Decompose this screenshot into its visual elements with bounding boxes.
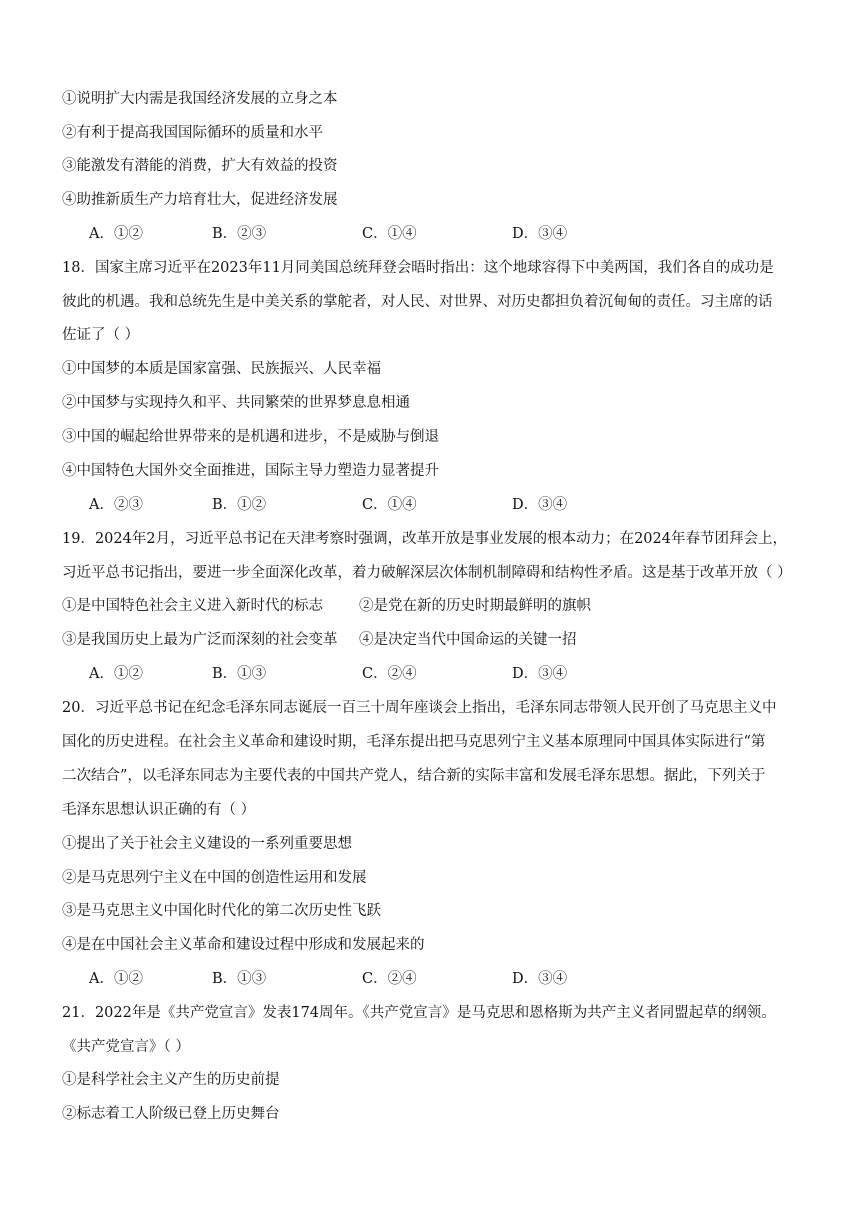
q18-stem-line-2: 彼此的机遇。我和总统先生是中美关系的掌舵者，对人民、对世界、对历史都担负着沉甸甸的责任。习主席的话 [62, 294, 773, 310]
q17-item-2: ②有利于提高我国国际循环的质量和水平 [62, 125, 323, 141]
q18-option-b[interactable]: B．①② [212, 497, 267, 513]
q20-option-c[interactable]: C．②④ [362, 971, 417, 987]
q21-stem-line-2: 《共产党宣言》（ ） [62, 1039, 190, 1055]
q19-option-c[interactable]: C．②④ [362, 666, 417, 682]
q20-item-4: ④是在中国社会主义革命和建设过程中形成和发展起来的 [62, 937, 425, 953]
q17-option-d[interactable]: D．③④ [512, 226, 568, 242]
q19-option-a[interactable]: A．①② [89, 666, 143, 682]
q17-option-a[interactable]: A．①② [89, 226, 143, 242]
q18-item-3: ③中国的崛起给世界带来的是机遇和进步，不是威胁与倒退 [62, 429, 439, 445]
q20-stem-line-1: 20．习近平总书记在纪念毛泽东同志诞辰一百三十周年座谈会上指出，毛泽东同志带领人民开创了马克思主义中 [62, 700, 777, 716]
q19-item-2: ②是党在新的历史时期最鲜明的旗帜 [359, 598, 591, 614]
q18-option-d[interactable]: D．③④ [512, 497, 568, 513]
q20-stem-line-2: 国化的历史进程。在社会主义革命和建设时期，毛泽东提出把马克思列宁主义基本原理同中国具体实际进行“第 [62, 734, 766, 750]
q19-item-3: ③是我国历史上最为广泛而深刻的社会变革 [62, 632, 338, 648]
q18-item-2: ②中国梦与实现持久和平、共同繁荣的世界梦息息相通 [62, 395, 410, 411]
q17-item-3: ③能激发有潜能的消费，扩大有效益的投资 [62, 158, 338, 174]
q20-item-1: ①提出了关于社会主义建设的一系列重要思想 [62, 836, 352, 852]
q19-stem-line-2: 习近平总书记指出，要进一步全面深化改革，着力破解深层次体制机制障碍和结构性矛盾。这是基于改革开放（ ） [62, 565, 792, 581]
q19-option-d[interactable]: D．③④ [512, 666, 568, 682]
q20-option-a[interactable]: A．①② [89, 971, 143, 987]
q19-option-b[interactable]: B．①③ [212, 666, 267, 682]
q20-stem-line-3: 二次结合”，以毛泽东同志为主要代表的中国共产党人，结合新的实际丰富和发展毛泽东思想。据此，下列关于 [62, 768, 766, 784]
q19-item-1: ①是中国特色社会主义进入新时代的标志 [62, 598, 323, 614]
q21-item-1: ①是科学社会主义产生的历史前提 [62, 1072, 280, 1088]
q20-item-2: ②是马克思列宁主义在中国的创造性运用和发展 [62, 870, 367, 886]
q17-item-4: ④助推新质生产力培育壮大，促进经济发展 [62, 192, 338, 208]
q21-stem-line-1: 21．2022年是《共产党宣言》发表174周年。《共产党宣言》是马克思和恩格斯为共产主义者同盟起草的纲领。 [62, 1005, 776, 1021]
q19-stem-line-1: 19．2024年2月，习近平总书记在天津考察时强调，改革开放是事业发展的根本动力；在2024年春节团拜会上， [62, 531, 787, 547]
q21-item-2: ②标志着工人阶级已登上历史舞台 [62, 1106, 280, 1122]
q18-item-4: ④中国特色大国外交全面推进，国际主导力塑造力显著提升 [62, 463, 439, 479]
q17-option-b[interactable]: B．②③ [212, 226, 267, 242]
q18-item-1: ①中国梦的本质是国家富强、民族振兴、人民幸福 [62, 361, 381, 377]
q20-option-d[interactable]: D．③④ [512, 971, 568, 987]
q20-stem-line-4: 毛泽东思想认识正确的有（ ） [62, 802, 256, 818]
q18-stem-line-1: 18．国家主席习近平在2023年11月同美国总统拜登会晤时指出：这个地球容得下中美两国，我们各自的成功是 [62, 260, 774, 276]
q17-item-1: ①说明扩大内需是我国经济发展的立身之本 [62, 91, 338, 107]
q17-option-c[interactable]: C．①④ [362, 226, 417, 242]
q19-item-4: ④是决定当代中国命运的关键一招 [359, 632, 577, 648]
q20-item-3: ③是马克思主义中国化时代化的第二次历史性飞跃 [62, 903, 381, 919]
q18-option-a[interactable]: A．②③ [89, 497, 143, 513]
q18-option-c[interactable]: C．①④ [362, 497, 417, 513]
q20-option-b[interactable]: B．①③ [212, 971, 267, 987]
q18-stem-line-3: 佐证了（ ） [62, 327, 140, 343]
